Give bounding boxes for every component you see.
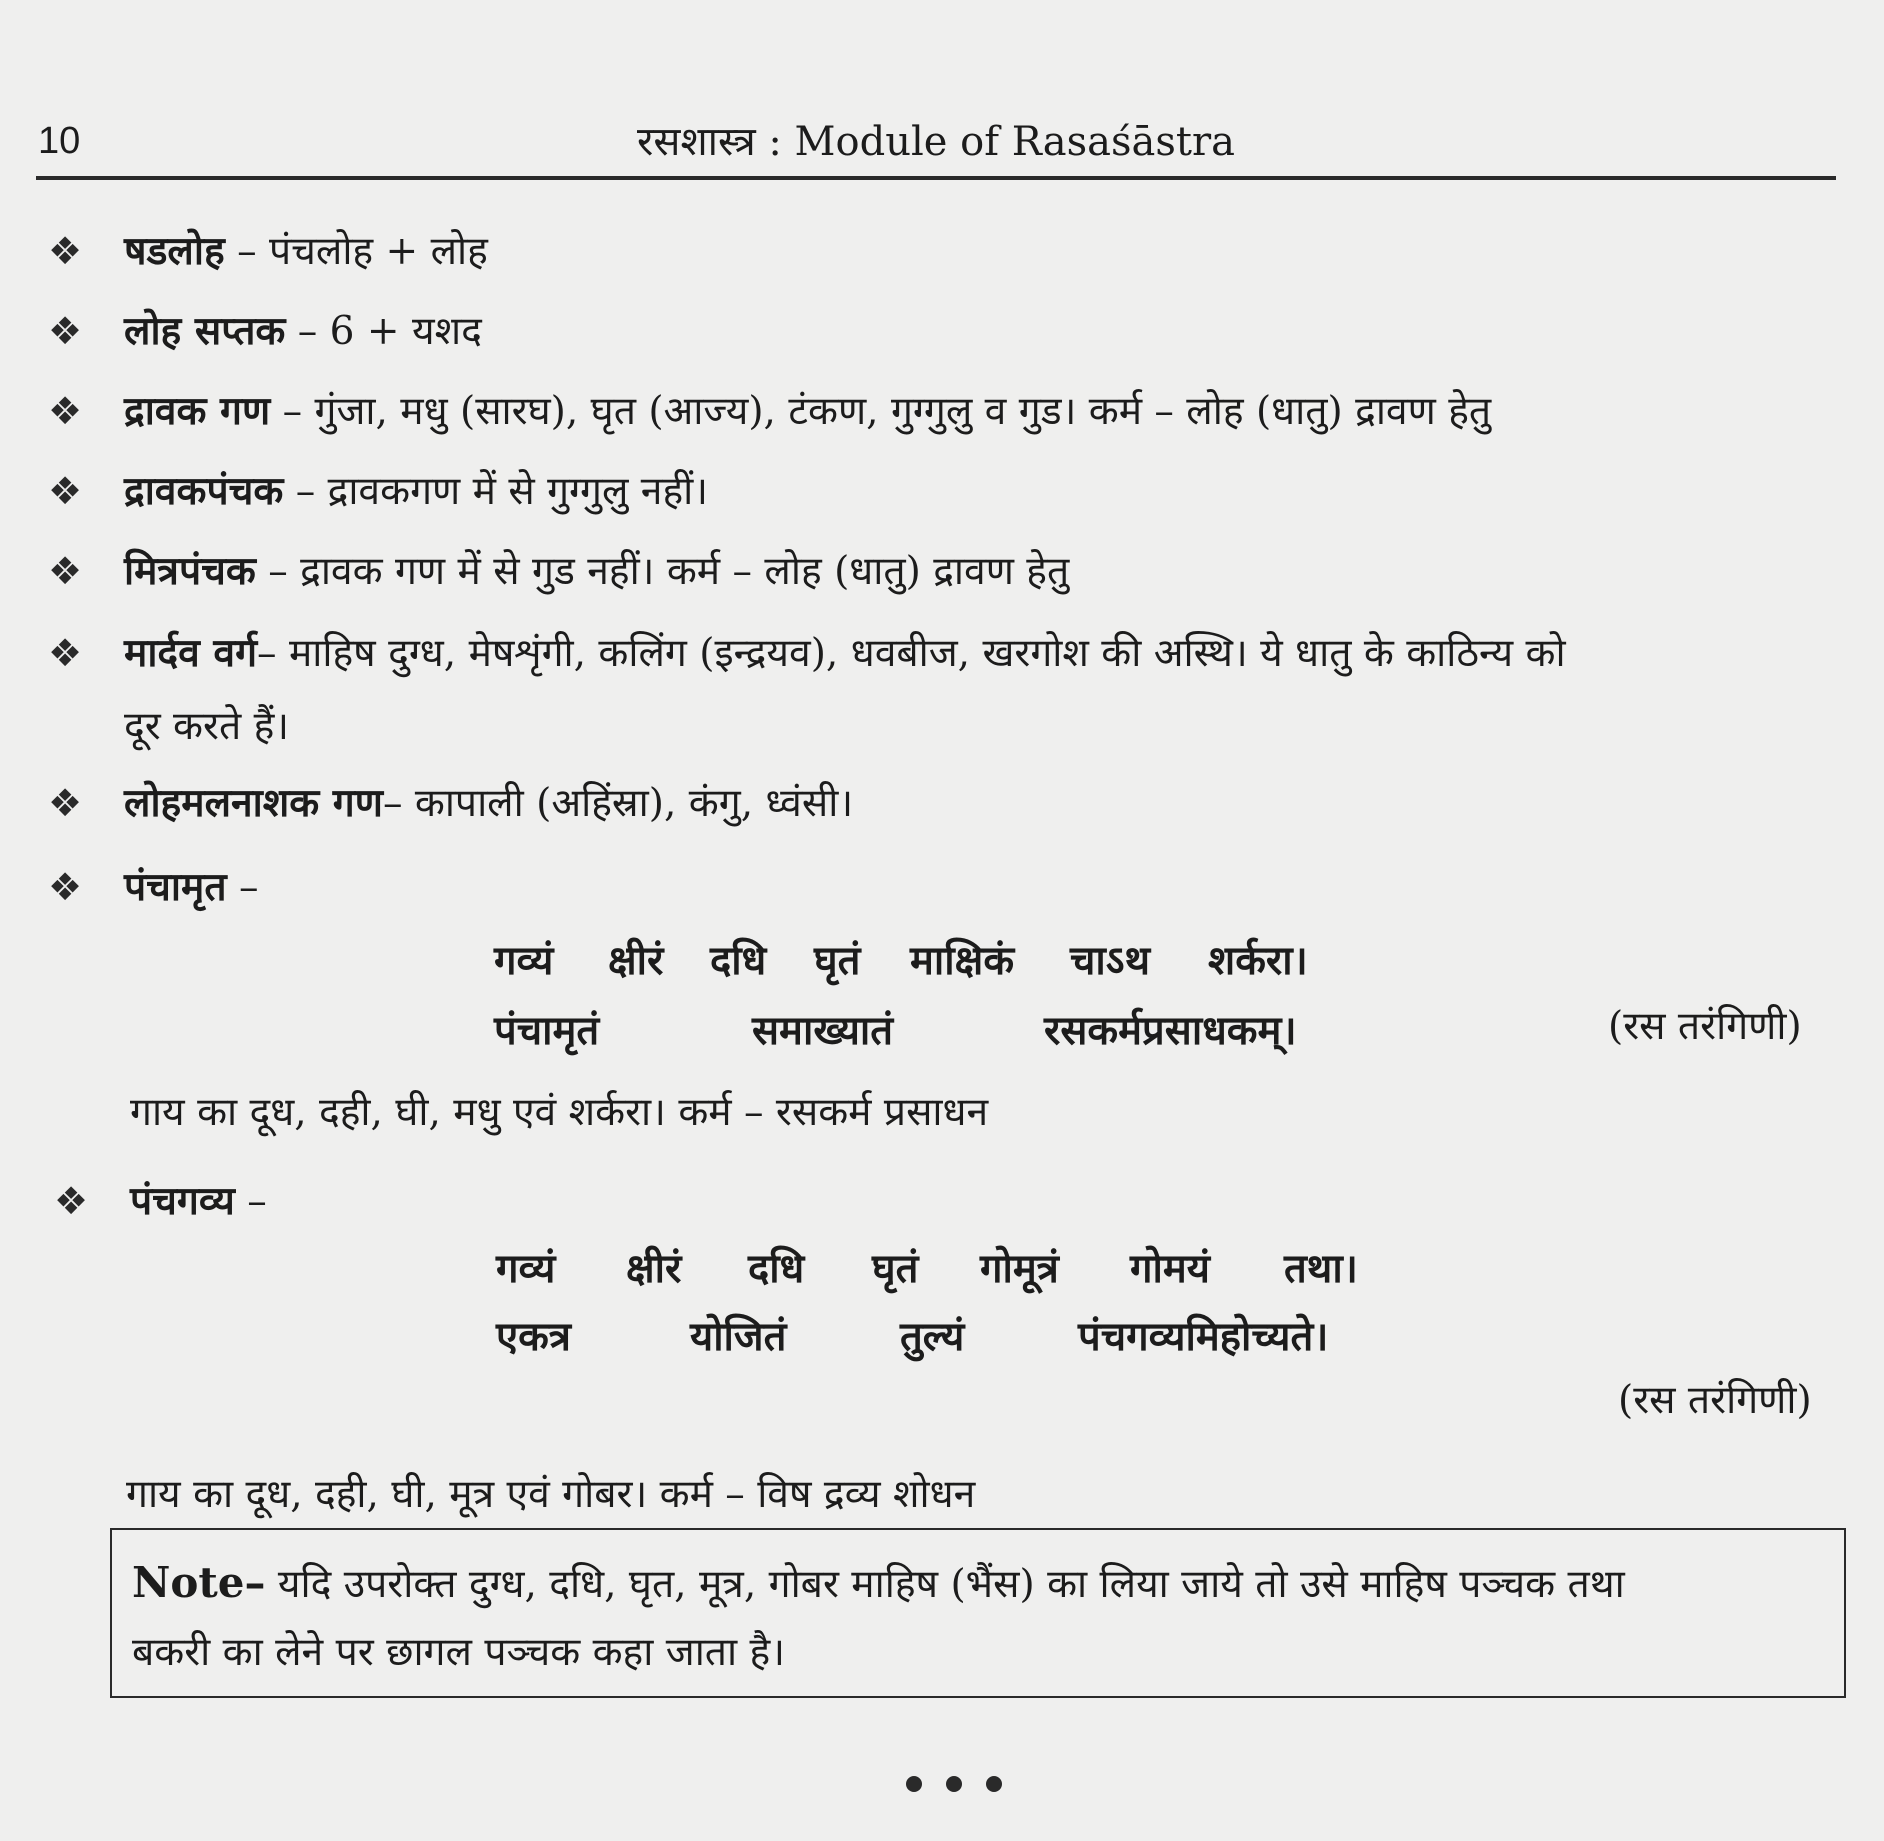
verse-word: दधि <box>748 1245 805 1292</box>
verse-word: घृतं <box>814 937 861 984</box>
note-label: Note– <box>132 1558 266 1607</box>
verse-word: पंचामृतं <box>494 1007 600 1054</box>
list-item <box>48 226 488 277</box>
verse-word: समाख्यातं <box>752 1007 894 1054</box>
running-title: रसशास्त्र : Module of Rasaśāstra <box>637 119 1235 165</box>
verse-word: गोमूत्रं <box>980 1245 1059 1292</box>
verse-word: शर्करा। <box>1208 937 1308 984</box>
entry-term: लोहमलनाशक गण <box>124 780 383 826</box>
verse-word: क्षीरं <box>608 937 664 984</box>
list-item <box>48 306 482 357</box>
verse-word: तुल्यं <box>900 1313 965 1360</box>
verse-word: तथा। <box>1284 1245 1358 1292</box>
verse-word: गव्यं <box>496 1245 556 1292</box>
list-item <box>48 466 708 517</box>
entry-term: द्रावकपंचक <box>124 468 284 514</box>
entry-text: – 6 + यशद <box>285 309 482 354</box>
verse-line <box>0 1006 1884 1062</box>
bullet-icon: ❖ <box>48 865 83 909</box>
verse-line <box>0 936 1884 992</box>
entry-term: पंचगव्य <box>130 1178 235 1224</box>
verse-source: (रस तरंगिणी) <box>1608 1004 1802 1049</box>
verse-word: घृतं <box>872 1245 919 1292</box>
entry-term: मित्रपंचक <box>124 548 256 594</box>
entry-term: द्रावक गण <box>124 388 271 434</box>
entry-text: – द्रावकगण में से गुग्गुलु नहीं। <box>283 469 709 514</box>
page-number: 10 <box>38 120 81 162</box>
dot-icon <box>906 1776 922 1792</box>
list-item <box>48 386 1491 437</box>
verse-word: गोमयं <box>1130 1245 1210 1292</box>
entry-text: – <box>234 1179 267 1224</box>
entry-term: लोह सप्तक <box>124 308 286 354</box>
verse-word: क्षीरं <box>626 1245 682 1292</box>
verse-meaning: गाय का दूध, दही, घी, मधु एवं शर्करा। कर्म – रसकर्म प्रसाधन <box>130 1090 989 1135</box>
note-text: यदि उपरोक्त दुग्ध, दधि, घृत, मूत्र, गोबर माहिष (भैंस) का लिया जाये तो उसे माहिष पञ्चक तथा <box>265 1562 1625 1607</box>
verse-word: रसकर्मप्रसाधकम्। <box>1044 1007 1297 1054</box>
verse-meaning: गाय का दूध, दही, घी, मूत्र एवं गोबर। कर्म – विष द्रव्य शोधन <box>126 1472 976 1517</box>
note-line <box>132 1558 1625 1610</box>
verse-source: (रस तरंगिणी) <box>1618 1378 1812 1423</box>
bullet-icon: ❖ <box>48 781 83 825</box>
note-box <box>110 1528 1846 1698</box>
entry-term: षडलोह <box>124 228 225 274</box>
verse-word: चाऽथ <box>1070 937 1150 984</box>
dot-icon <box>986 1776 1002 1792</box>
note-line: बकरी का लेने पर छागल पञ्चक कहा जाता है। <box>132 1630 786 1675</box>
bullet-icon: ❖ <box>48 549 83 593</box>
verse-word: योजितं <box>690 1313 787 1360</box>
list-item <box>48 546 1069 597</box>
entry-continuation: दूर करते हैं। <box>124 704 290 749</box>
bullet-icon: ❖ <box>48 309 83 353</box>
entry-text: – माहिष दुग्ध, मेषशृंगी, कलिंग (इन्द्रयव), धवबीज, खरगोश की अस्थि। ये धातु के काठिन्य को <box>257 631 1566 676</box>
verse-word: गव्यं <box>494 937 554 984</box>
verse-word: माक्षिकं <box>910 937 1015 984</box>
entry-text: – गुंजा, मधु (सारघ), घृत (आज्य), टंकण, गुग्गुलु व गुड। कर्म – लोह (धातु) द्रावण हेतु <box>270 389 1492 434</box>
verse-line <box>0 1312 1884 1368</box>
list-item <box>48 778 853 829</box>
entry-text: – पंचलोह + लोह <box>224 229 488 274</box>
bullet-icon: ❖ <box>48 469 83 513</box>
entry-term: पंचामृत <box>124 864 227 910</box>
end-ornament <box>906 1776 1026 1796</box>
dot-icon <box>946 1776 962 1792</box>
list-item <box>54 1176 267 1227</box>
bullet-icon: ❖ <box>54 1179 89 1223</box>
list-item <box>48 862 258 913</box>
list-item <box>48 628 1566 679</box>
bullet-icon: ❖ <box>48 389 83 433</box>
page-header <box>38 108 1834 168</box>
verse-word: दधि <box>710 937 767 984</box>
entry-term: मार्दव वर्ग <box>124 630 258 676</box>
verse-word: एकत्र <box>496 1313 571 1360</box>
bullet-icon: ❖ <box>48 229 83 273</box>
entry-text: – <box>226 865 259 910</box>
header-rule <box>36 176 1836 180</box>
verse-word: पंचगव्यमिहोच्यते। <box>1078 1313 1329 1360</box>
entry-text: – द्रावक गण में से गुड नहीं। कर्म – लोह (धातु) द्रावण हेतु <box>255 549 1070 594</box>
entry-text: – कापाली (अहिंस्रा), कंगु, ध्वंसी। <box>382 781 854 826</box>
bullet-icon: ❖ <box>48 631 83 675</box>
verse-line <box>0 1244 1884 1300</box>
